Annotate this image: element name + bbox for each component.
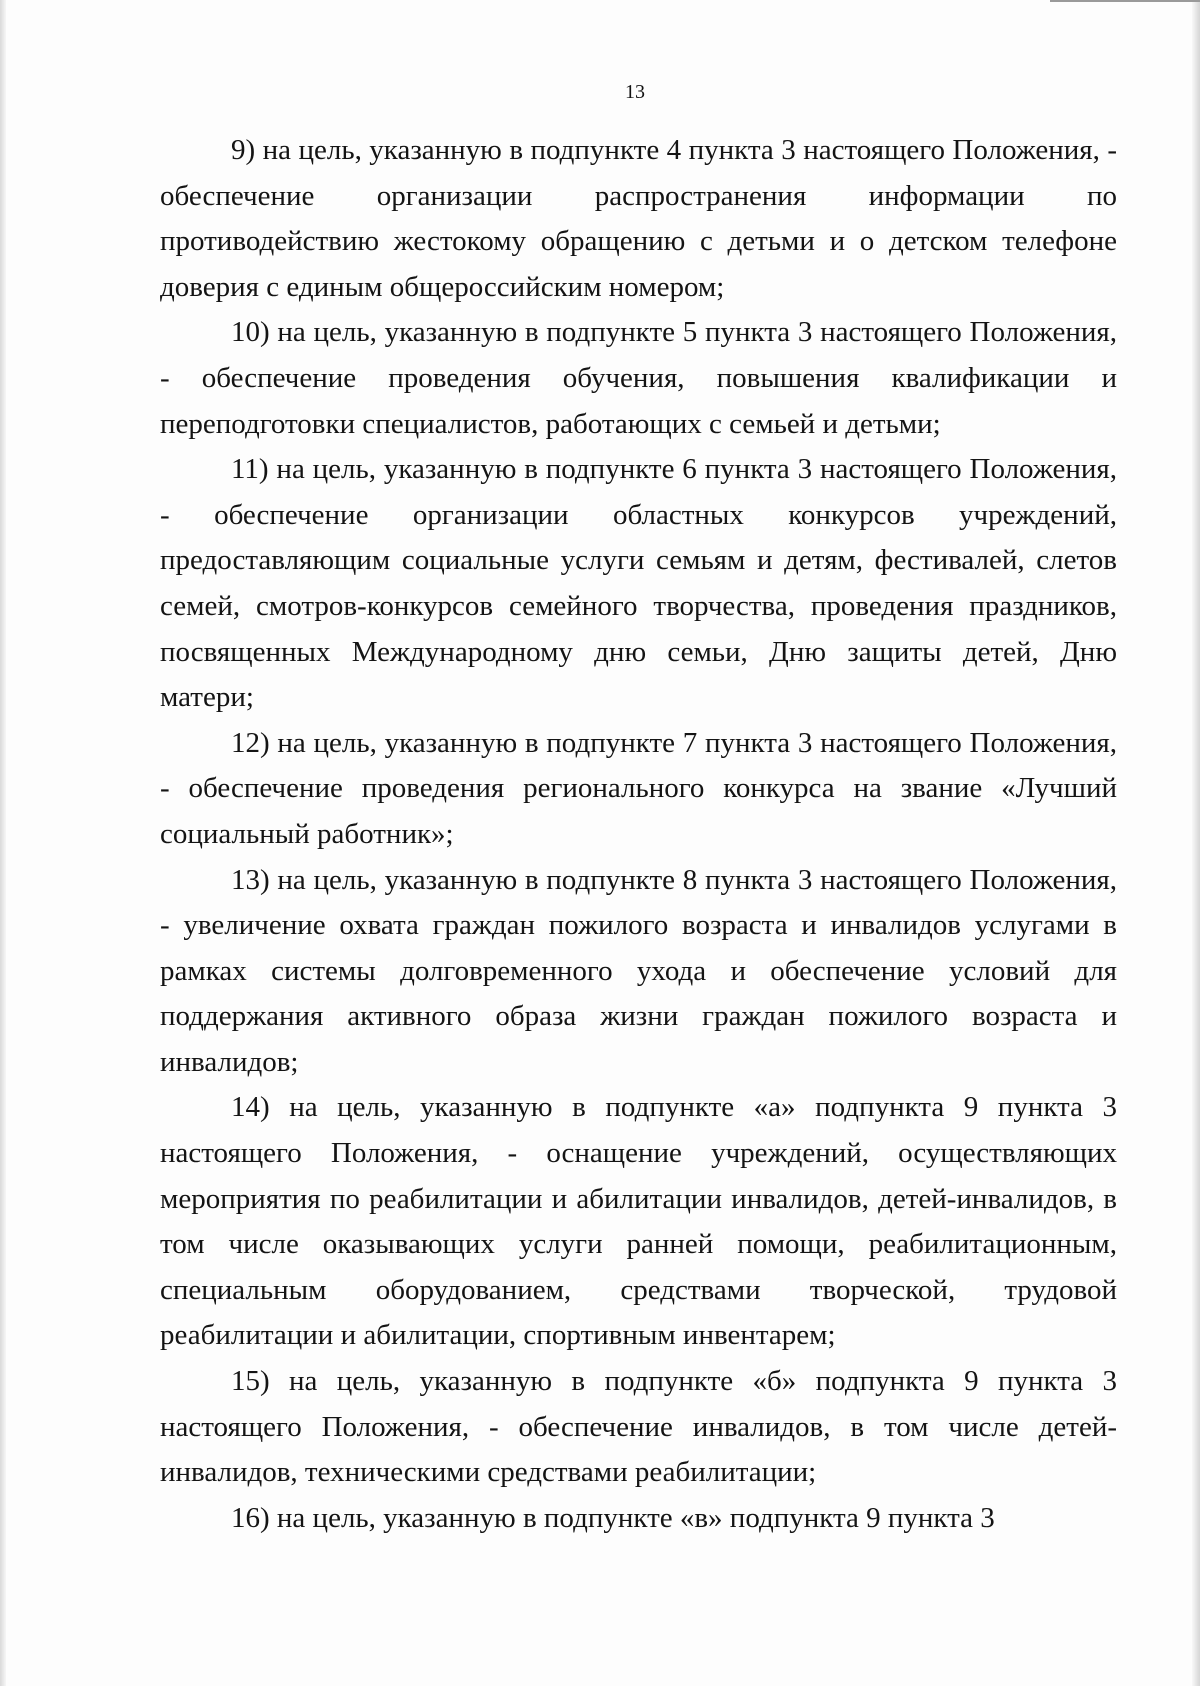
- paragraph-item-10: 10) на цель, указанную в подпункте 5 пункта 3 настоящего Положения, - обеспечение проведения обучения, повышения квалификации и переподготовки специалистов, работающих с семьей и детьми;: [160, 316, 1117, 440]
- paragraph-item-12: 12) на цель, указанную в подпункте 7 пункта 3 настоящего Положения, - обеспечение проведения регионального конкурса на звание «Лучший социальный работник»;: [160, 726, 1117, 850]
- paragraph-item-14: 14) на цель, указанную в подпункте «а» подпункта 9 пункта 3 настоящего Положения, - оснащение учреждений, осуществляющих мероприятия по реабилитации и абилитации инвалидов, детей-инвалидов, в том числе оказывающих услуги ранней помощи, реабилитационным, специальным оборудованием, средствами творческой, трудовой реабилитации и абилитации, спортивным инвентарем;: [160, 1091, 1117, 1352]
- page-number: 13: [625, 81, 645, 103]
- paragraph-item-11: 11) на цель, указанную в подпункте 6 пункта 3 настоящего Положения, - обеспечение организации областных конкурсов учреждений, предоставляющим социальные услуги семьям и детям, фестивалей, слетов семей, смотров-конкурсов семейного творчества, проведения праздников, посвященных Международному дню семьи, Дню защиты детей, Дню матери;: [160, 453, 1117, 714]
- document-body: [160, 128, 1117, 1541]
- scan-left-edge: [0, 0, 6, 1686]
- paragraph-item-16: 16) на цель, указанную в подпункте «в» подпункта 9 пункта 3: [231, 1501, 995, 1534]
- paragraph-item-9: 9) на цель, указанную в подпункте 4 пункта 3 настоящего Положения, - обеспечение организации распространения информации по противодействию жестокому обращению с детьми и о детском телефоне доверия с единым общероссийским номером;: [160, 134, 1117, 303]
- paragraph-item-15: 15) на цель, указанную в подпункте «б» подпункта 9 пункта 3 настоящего Положения, - обеспечение инвалидов, в том числе детей-инвалидов, техническими средствами реабилитации;: [160, 1365, 1117, 1489]
- paragraph-item-13: 13) на цель, указанную в подпункте 8 пункта 3 настоящего Положения, - увеличение охвата граждан пожилого возраста и инвалидов услугами в рамках системы долговременного ухода и обеспечение условий для поддержания активного образа жизни граждан пожилого возраста и инвалидов;: [160, 863, 1117, 1078]
- scan-right-edge: [1192, 0, 1200, 1686]
- scan-top-line: [1050, 0, 1200, 2]
